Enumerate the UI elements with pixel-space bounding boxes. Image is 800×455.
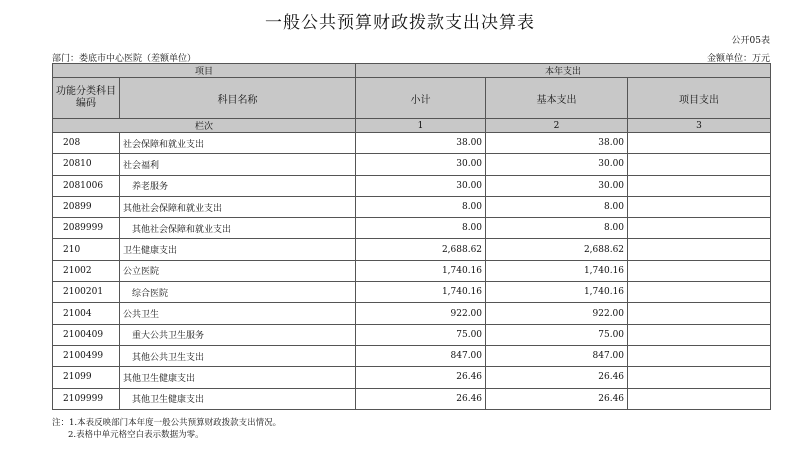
department-label: 部门：娄底市中心医院（差额单位） bbox=[52, 54, 197, 64]
row-subtotal: 75.00 bbox=[356, 324, 486, 345]
row-project bbox=[628, 345, 771, 366]
row-code: 2109999 bbox=[53, 388, 120, 409]
column-number-3: 3 bbox=[628, 119, 771, 133]
table-row bbox=[53, 388, 771, 409]
table-row bbox=[53, 324, 771, 345]
row-project bbox=[628, 218, 771, 239]
row-code: 21099 bbox=[53, 367, 120, 388]
row-name: 公共卫生 bbox=[120, 303, 356, 324]
code-column-header: 功能分类科目编码 bbox=[53, 78, 120, 119]
row-name: 公立医院 bbox=[120, 260, 356, 281]
row-name: 养老服务 bbox=[120, 175, 356, 196]
row-basic: 1,740.16 bbox=[486, 260, 628, 281]
table-row bbox=[53, 133, 771, 154]
row-basic: 30.00 bbox=[486, 154, 628, 175]
row-subtotal: 30.00 bbox=[356, 175, 486, 196]
row-code: 20899 bbox=[53, 196, 120, 217]
row-name: 其他卫生健康支出 bbox=[120, 388, 356, 409]
row-name: 其他社会保障和就业支出 bbox=[120, 196, 356, 217]
row-subtotal: 26.46 bbox=[356, 388, 486, 409]
basic-column-header: 基本支出 bbox=[486, 78, 628, 119]
column-number-label: 栏次 bbox=[53, 119, 356, 133]
table-row bbox=[53, 218, 771, 239]
row-basic: 38.00 bbox=[486, 133, 628, 154]
expenditure-table bbox=[52, 63, 771, 410]
row-subtotal: 922.00 bbox=[356, 303, 486, 324]
row-name: 其他公共卫生支出 bbox=[120, 345, 356, 366]
report-title: 一般公共预算财政拨款支出决算表 bbox=[265, 13, 535, 33]
table-row bbox=[53, 196, 771, 217]
row-name: 社会保障和就业支出 bbox=[120, 133, 356, 154]
row-basic: 75.00 bbox=[486, 324, 628, 345]
table-row bbox=[53, 175, 771, 196]
row-project bbox=[628, 303, 771, 324]
row-basic: 8.00 bbox=[486, 218, 628, 239]
row-project bbox=[628, 388, 771, 409]
row-code: 21004 bbox=[53, 303, 120, 324]
row-name: 综合医院 bbox=[120, 282, 356, 303]
table-row bbox=[53, 367, 771, 388]
column-number-2: 2 bbox=[486, 119, 628, 133]
row-project bbox=[628, 196, 771, 217]
item-group-header: 项目 bbox=[53, 64, 356, 78]
row-basic: 2,688.62 bbox=[486, 239, 628, 260]
row-code: 208 bbox=[53, 133, 120, 154]
row-name: 社会福利 bbox=[120, 154, 356, 175]
row-subtotal: 8.00 bbox=[356, 218, 486, 239]
row-name: 其他社会保障和就业支出 bbox=[120, 218, 356, 239]
row-subtotal: 2,688.62 bbox=[356, 239, 486, 260]
row-subtotal: 1,740.16 bbox=[356, 260, 486, 281]
row-project bbox=[628, 260, 771, 281]
row-subtotal: 1,740.16 bbox=[356, 282, 486, 303]
row-project bbox=[628, 367, 771, 388]
row-code: 2089999 bbox=[53, 218, 120, 239]
table-row bbox=[53, 260, 771, 281]
row-basic: 847.00 bbox=[486, 345, 628, 366]
row-code: 2081006 bbox=[53, 175, 120, 196]
project-column-header: 项目支出 bbox=[628, 78, 771, 119]
row-basic: 30.00 bbox=[486, 175, 628, 196]
note-1: 注：1.本表反映部门本年度一般公共预算财政拨款支出情况。 bbox=[52, 418, 282, 428]
row-code: 20810 bbox=[53, 154, 120, 175]
row-subtotal: 30.00 bbox=[356, 154, 486, 175]
row-code: 21002 bbox=[53, 260, 120, 281]
row-project bbox=[628, 282, 771, 303]
table-row bbox=[53, 239, 771, 260]
column-number-1: 1 bbox=[356, 119, 486, 133]
row-name: 卫生健康支出 bbox=[120, 239, 356, 260]
row-project bbox=[628, 175, 771, 196]
row-project bbox=[628, 239, 771, 260]
table-notes bbox=[52, 417, 281, 441]
current-year-group-header: 本年支出 bbox=[356, 64, 771, 78]
row-basic: 8.00 bbox=[486, 196, 628, 217]
row-code: 210 bbox=[53, 239, 120, 260]
row-subtotal: 8.00 bbox=[356, 196, 486, 217]
row-subtotal: 26.46 bbox=[356, 367, 486, 388]
amount-unit-label: 金额单位：万元 bbox=[706, 54, 770, 64]
name-column-header: 科目名称 bbox=[120, 78, 356, 119]
row-name: 其他卫生健康支出 bbox=[120, 367, 356, 388]
subtotal-column-header: 小计 bbox=[356, 78, 486, 119]
row-basic: 26.46 bbox=[486, 388, 628, 409]
row-basic: 922.00 bbox=[486, 303, 628, 324]
row-name: 重大公共卫生服务 bbox=[120, 324, 356, 345]
table-row bbox=[53, 345, 771, 366]
row-basic: 26.46 bbox=[486, 367, 628, 388]
row-project bbox=[628, 133, 771, 154]
row-code: 2100499 bbox=[53, 345, 120, 366]
table-row bbox=[53, 154, 771, 175]
note-2: 2.表格中单元格空白表示数据为零。 bbox=[68, 430, 204, 440]
row-code: 2100201 bbox=[53, 282, 120, 303]
row-subtotal: 847.00 bbox=[356, 345, 486, 366]
row-project bbox=[628, 324, 771, 345]
row-basic: 1,740.16 bbox=[486, 282, 628, 303]
row-code: 2100409 bbox=[53, 324, 120, 345]
table-row bbox=[53, 303, 771, 324]
row-project bbox=[628, 154, 771, 175]
form-number: 公开05表 bbox=[731, 36, 770, 46]
row-subtotal: 38.00 bbox=[356, 133, 486, 154]
table-row bbox=[53, 282, 771, 303]
